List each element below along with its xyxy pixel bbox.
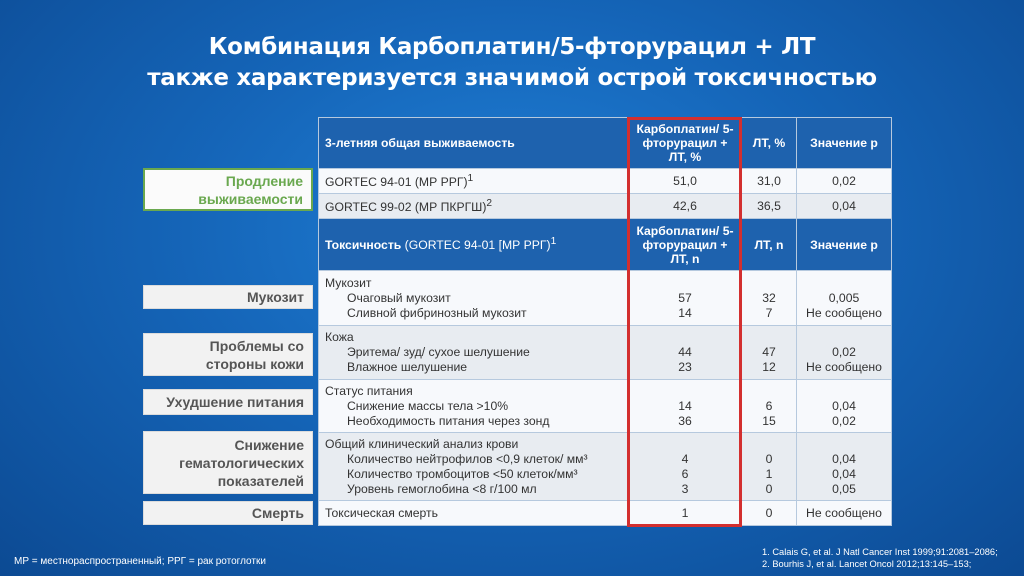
survival-header-combo: Карбоплатин/ 5-фторурацил + ЛТ, % — [629, 118, 742, 169]
rt-value: 1 — [765, 466, 773, 481]
row-label: Количество тромбоцитов <50 клеток/мм³ — [347, 466, 578, 481]
table-row-nutrition — [319, 380, 892, 433]
rt-value: 15 — [762, 413, 776, 428]
rt-value: 0 — [765, 481, 773, 496]
combo-value: 3 — [681, 481, 689, 496]
rt-value: 0 — [765, 451, 773, 466]
row-label: Необходимость питания через зонд — [347, 413, 550, 428]
toxicity-header-row — [319, 219, 892, 271]
side-label-nutrition: Ухудшение питания — [143, 389, 313, 415]
side-label-mucositis: Мукозит — [143, 285, 313, 309]
side-label-skin: Проблемы со стороны кожи — [143, 333, 313, 376]
p-value: Не сообщено — [806, 305, 882, 320]
survival-header-p: Значение р — [797, 118, 892, 169]
toxicity-table — [318, 117, 892, 526]
toxicity-header-label: Токсичность — [325, 238, 402, 253]
slide-title — [0, 32, 1024, 94]
toxicity-header-p: Значение р — [797, 219, 892, 271]
combo-value: 4 — [681, 451, 689, 466]
survival-header-rt: ЛТ, % — [742, 118, 797, 169]
p-value: 0,005 — [828, 290, 860, 305]
rt-value: 36,5 — [742, 194, 797, 219]
rt-value: 7 — [765, 305, 773, 320]
combo-value: 51,0 — [629, 169, 742, 194]
row-label: Сливной фибринозный мукозит — [347, 305, 527, 320]
reference-1: 1. Calais G, et al. J Natl Cancer Inst 1999;91:2081–2086; — [762, 547, 998, 557]
group-title: Кожа — [325, 330, 354, 344]
table-row-skin — [319, 326, 892, 380]
side-label-death: Смерть — [143, 501, 313, 525]
p-value: 0,05 — [832, 481, 856, 496]
rt-value: 12 — [762, 360, 776, 374]
study-name: GORTEC 99-02 (МР ПКРГШ) — [325, 200, 487, 215]
reference-2: 2. Bourhis J, et al. Lancet Oncol 2012;13:145–153; — [762, 559, 972, 569]
combo-value: 57 — [678, 290, 692, 305]
group-title: Мукозит — [325, 275, 372, 290]
p-value: Не сообщено — [806, 360, 882, 374]
rt-value: 0 — [742, 501, 797, 526]
table-row-mucositis — [319, 271, 892, 326]
side-label-survival: Продление выживаемости — [143, 168, 313, 211]
combo-value: 14 — [678, 305, 692, 320]
p-value: 0,02 — [832, 413, 856, 428]
toxicity-header-combo: Карбоплатин/ 5-фторурацил + ЛТ, n — [629, 219, 742, 271]
combo-value: 14 — [678, 398, 692, 413]
p-value: 0,04 — [797, 194, 892, 219]
table-row-death — [319, 501, 892, 526]
combo-value: 23 — [678, 360, 692, 374]
toxicity-header-rt: ЛТ, n — [742, 219, 797, 271]
combo-value: 36 — [678, 413, 692, 428]
study-name: GORTEC 94-01 (МР РРГ) — [325, 175, 468, 190]
table-row — [319, 194, 892, 219]
row-label: Снижение массы тела >10% — [347, 398, 509, 413]
survival-header-label: 3-летняя общая выживаемость — [319, 118, 629, 169]
row-label: Количество нейтрофилов <0,9 клеток/ мм³ — [347, 451, 588, 466]
row-label: Влажное шелушение — [347, 360, 468, 374]
footnote-ref: 1 — [550, 236, 557, 248]
p-value: Не сообщено — [797, 501, 892, 526]
row-label: Эритема/ зуд/ сухое шелушение — [347, 345, 530, 359]
side-label-hematology: Снижение гематологических показателей — [143, 431, 313, 494]
combo-value: 42,6 — [629, 194, 742, 219]
rt-value: 6 — [765, 398, 773, 413]
survival-header-row — [319, 118, 892, 169]
combo-value: 6 — [681, 466, 689, 481]
slide-title-line2: также характеризуется значимой острой токсичностью — [147, 65, 877, 91]
row-label: Уровень гемоглобина <8 г/100 мл — [347, 481, 537, 496]
p-value: 0,02 — [797, 169, 892, 194]
row-label: Очаговый мукозит — [347, 290, 451, 305]
group-title: Общий клинический анализ крови — [325, 436, 519, 451]
rt-value: 32 — [762, 290, 776, 305]
table-row — [319, 169, 892, 194]
combo-value: 1 — [629, 501, 742, 526]
rt-value: 31,0 — [742, 169, 797, 194]
footnote-ref: 2 — [486, 197, 493, 209]
group-title: Статус питания — [325, 383, 413, 398]
slide-title-line1: Комбинация Карбоплатин/5-фторурацил + ЛТ — [208, 34, 816, 60]
references — [762, 546, 998, 570]
table-row-blood — [319, 433, 892, 501]
row-label: Токсическая смерть — [319, 501, 629, 526]
abbreviations-note: МР = местнораспространенный; РРГ = рак ротоглотки — [14, 556, 266, 567]
p-value: 0,04 — [832, 398, 856, 413]
toxicity-header-study: (GORTEC 94-01 [МР РРГ) — [401, 238, 551, 253]
footnote-ref: 1 — [467, 172, 474, 184]
p-value: 0,04 — [832, 466, 856, 481]
p-value: 0,04 — [832, 451, 856, 466]
combo-value: 44 — [678, 345, 692, 359]
p-value: 0,02 — [832, 345, 856, 359]
rt-value: 47 — [762, 345, 776, 359]
